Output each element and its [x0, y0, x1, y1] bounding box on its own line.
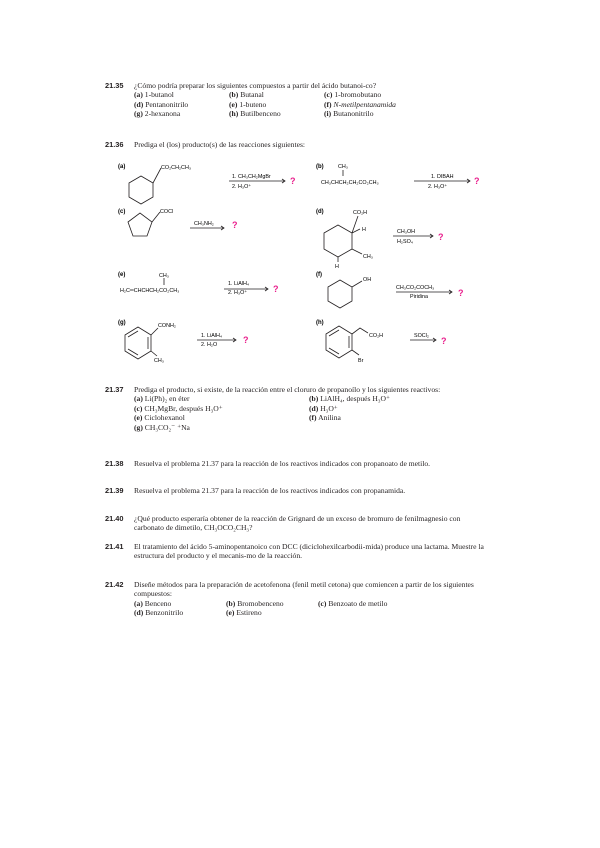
scheme-label: (d) [316, 209, 324, 215]
option: (g) 2-hexanona [134, 109, 181, 119]
question-mark: ? [273, 284, 279, 294]
reagent: CH₃CO₂COCH₃ [396, 285, 435, 291]
scheme-label: (h) [316, 320, 324, 326]
problem-21-40 [105, 514, 492, 533]
scheme-label: (f) [316, 272, 322, 278]
options-list [134, 394, 492, 432]
problem-number: 21.37 [105, 385, 124, 394]
substituent: H [362, 227, 366, 233]
problem-text: Prediga el (los) producto(s) de las reacciones siguientes: [134, 140, 306, 149]
problem-text: Resuelva el problema 21.37 para la reacción de los reactivos indicados con propanoato de metilo. [134, 459, 431, 468]
problem-number: 21.36 [105, 140, 124, 149]
reagent: Piridina [410, 294, 428, 300]
reagent: 2. H₃O⁺ [232, 184, 252, 190]
reagent: 1. LiAlH₄ [228, 281, 250, 287]
option: (b) LiAlH₄, después H₃O⁺ [309, 394, 391, 404]
reagent: CH₃NH₂ [194, 221, 214, 227]
cyclohexane-ring-f [328, 280, 352, 308]
substituent: CO₂H [369, 333, 384, 339]
question-mark: ? [232, 220, 238, 230]
problem-text: Diseñe métodos para la preparación de acetofenona (fenil metil cetona) que comiencen a partir de los siguientes compuestos: [134, 580, 474, 599]
question-mark: ? [474, 176, 480, 186]
question-mark: ? [438, 232, 444, 242]
problem-text: El tratamiento del ácido 5-aminopentanoico con DCC (diciclohexilcarbodii-mida) produce una lactama. Muestre la estructura del producto y el mecanis-mo de la reacción. [134, 542, 484, 561]
problem-21-38 [105, 459, 492, 468]
scheme-label: (c) [118, 209, 126, 215]
problem-text: ¿Cómo podría preparar los siguientes compuestos a partir del ácido butanoi-co? [134, 81, 377, 90]
problem-21-39 [105, 486, 492, 495]
substituent: COCl [160, 209, 174, 215]
scheme-label: (a) [118, 164, 126, 170]
reagent: 2. H₃O⁺ [428, 184, 448, 190]
substituent: CH₃ [159, 273, 169, 279]
substituent: CO₂H [353, 210, 368, 216]
formula: H₂C═CHCHCH₂CO₂CH₃ [120, 288, 180, 294]
benzene-ring-h [326, 326, 352, 358]
substituent: CH₃ [338, 164, 348, 170]
problem-text: Resuelva el problema 21.37 para la reacción de los reactivos indicados con propanamida. [134, 486, 406, 495]
problem-number: 21.39 [105, 486, 124, 495]
reagent: 1. DIBAH [431, 174, 454, 180]
option: (e) 1-buteno [229, 99, 267, 109]
question-mark: ? [441, 336, 447, 346]
option: (f) N-metilpentanamida [324, 99, 396, 109]
question-mark: ? [243, 335, 249, 345]
reagent: CH₃OH [397, 229, 416, 235]
substituent: OH [363, 277, 372, 283]
scheme-label: (e) [118, 272, 126, 278]
option: (f) Anilina [309, 413, 341, 423]
problem-21-41 [105, 542, 492, 561]
option: (g) CH₃CO₂⁻ ⁺Na [134, 422, 190, 432]
reagent: 2. H₂O [201, 342, 218, 348]
reagent: H₂SO₄ [397, 239, 413, 245]
substituent: CONH₂ [158, 323, 176, 329]
option: (a) Li(Ph)₂ en éter [134, 394, 190, 404]
benzene-ring-g [125, 327, 151, 359]
option: (d) Pentanonitrilo [134, 99, 189, 109]
reagent: 1. LiAlH₄ [201, 333, 223, 339]
problem-number: 21.40 [105, 514, 124, 523]
option: (h) Butilbenceno [229, 109, 281, 119]
question-mark: ? [290, 176, 296, 186]
reagent: 1. CH₃CH₂MgBr [232, 174, 271, 180]
problem-21-42 [105, 580, 492, 618]
scheme-label: (b) [316, 164, 324, 170]
option: (e) Ciclohexanol [134, 413, 185, 423]
substituent: CH₃ [154, 358, 164, 364]
substituent: H [335, 264, 339, 270]
substituent: Br [358, 358, 364, 364]
options-list [134, 599, 492, 618]
cyclopentane-ring-c [128, 213, 152, 236]
cyclohexane-ring-a [129, 176, 153, 204]
option: (d) H₃O⁺ [309, 403, 338, 413]
option: (e) Estireno [226, 608, 262, 618]
problem-number: 21.41 [105, 542, 124, 551]
substituent: CO₂CH₂CH₃ [161, 165, 192, 171]
option: (i) Butanonitrilo [324, 109, 374, 119]
reagent: 2. H₃O⁺ [228, 290, 248, 296]
scheme-label: (g) [118, 320, 126, 326]
option: (c) 1-bromobutano [324, 90, 382, 100]
reagent: SOCl₂ [414, 333, 429, 339]
problem-number: 21.38 [105, 459, 124, 468]
option: (a) 1-butanol [134, 90, 174, 100]
option: (d) Benzonitrilo [134, 608, 184, 618]
option: (b) Butanal [229, 90, 264, 100]
option: (a) Benceno [134, 598, 172, 608]
problem-number: 21.42 [105, 580, 124, 589]
formula: CH₃CHCH₂CH₂CO₂CH₃ [321, 180, 379, 186]
cyclohexane-ring-d [324, 225, 352, 257]
question-mark: ? [458, 288, 464, 298]
option: (c) Benzoato de metilo [318, 598, 388, 608]
option: (b) Bromobenceno [226, 598, 284, 608]
problem-text: ¿Qué producto esperaría obtener de la reacción de Grignard de un exceso de bromuro de fenilmagnesio con carbonato de dimetilo, CH₃OCO₂CH₃? [134, 514, 461, 533]
option: (c) CH₃MgBr, después H₃O⁺ [134, 403, 223, 413]
problem-text: Prediga el producto, si existe, de la reacción entre el cloruro de propanoílo y los siguientes reactivos: [134, 385, 441, 394]
problem-21-37 [105, 385, 492, 432]
substituent: CH₃ [363, 254, 373, 260]
problem-number: 21.35 [105, 81, 124, 90]
